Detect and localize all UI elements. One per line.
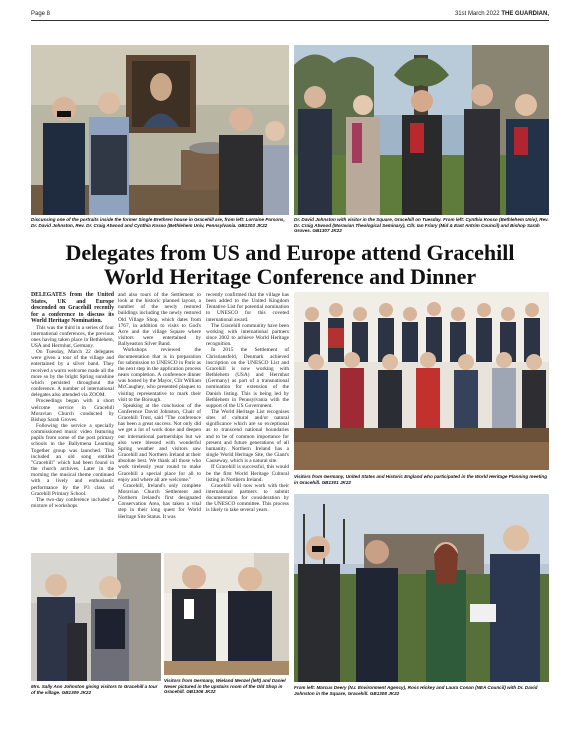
headline-line-1: Delegates from US and Europe attend Gracehill (65, 240, 515, 265)
article-paragraph: On Tuesday, March 22 delegates were given a tour of the village and entertained by a silver band. They received a warm welcome made all the more so by the bright Spring sunshine which persisted throughout the conference. A number of international delegates also attended via ZOOM. (31, 349, 114, 399)
caption-old-shop: Visitors from Germany, Wieland Menzel (left) and Daniel Neser pictured in the upstairs room of the Old Shop in Gracehill. GB1306 JK22 (164, 678, 286, 695)
photo-square-group (294, 494, 549, 682)
article-paragraph: Gracehill will now work with their international partners to submit documentation for consideration by the UNESCO committee. This process is likely to take several years. (206, 482, 289, 514)
article-column-1 (31, 292, 114, 550)
photo-portrait-room (31, 45, 289, 215)
article-paragraph: The Gracehill community have been working with international partners since 2002 to achieve World Heritage recognition. (206, 322, 289, 348)
page-number: Page 8 (31, 11, 51, 17)
caption-square-group: From left: Marcus Deery (N.I. Environment Agency), Ross Hickey and Laura Conan (NEA Council) with Dr. David Johnston in the Square, Gracehill. GB1308 JK22 (294, 685, 538, 696)
article-paragraph: The two-day conference included a mixture of workshops (31, 496, 114, 510)
caption-village-tour: Mrs. Sally Ann Johnston giving visitors to Gracehill a tour of the village. GB1309 JK22 (31, 684, 158, 695)
article-paragraph: Gracehill, Ireland's only complete Moravian Church Settlement and Northern Ireland's first designated Conservation Area, has taken a vital step in their long quest for World Heritage Site Status. It was (118, 482, 201, 520)
header-rule (31, 20, 549, 21)
article-paragraph: This was the third in a series of four international conferences, the previous ones having taken place in Bethlehem, USA and Herrnhut, Germany. (31, 324, 114, 349)
article-paragraph: and also tours of the Settlement to look at the historic planned layout, a number of the newly restored buildings including the newly restored Old Village Shop, which dates from 1767, in addition to visits to God's Acre and the village Square where visitors were entertained by Ballyeaston Silver Band. (118, 292, 201, 348)
article-paragraph: Following the service a specially commissioned music video featuring pupils from some of the post primary schools in the Ballymena Learning Together group was launched. This included an old song entitled "Gracehill" which had been found in the church archives. Later in the morning the musical theme continued with a lively and enthusiastic performance by the P3 class of Gracehill Primary School. (31, 423, 114, 497)
article-paragraph: The World Heritage List recognises sites of cultural and/or natural significance which are so exceptional as to transcend national boundaries and to be of common importance for present and future generations of all humanity. Northern Ireland has a single World Heritage Site, the Giant's Causeway, which is a natural site. (206, 408, 289, 465)
caption-group-delegates: Visitors from Germany, United States and Historic England who participated in the World Heritage Planning meeting in Gracehill. GB1301 JK22 (294, 474, 548, 485)
caption-portrait-room: Discussing one of the portraits inside the former Single Brethren house in Gracehill are, from left: Lorraine Parsons, Dr. David Johnston, Rev. Dr. Craig Atwood and Cynthia Kosso (Bethlehem Univ, Pennsylvania. GB1303 JK22 (31, 217, 285, 228)
article-column-3 (206, 292, 289, 546)
photo-group-delegates (294, 292, 549, 470)
photo-old-shop (164, 553, 289, 675)
article-paragraph: If Gracehill is successful, this would be the first World Heritage Cultural listing in Northern Ireland. (206, 464, 289, 483)
article-paragraph: Speaking at the conclusion of the Conference David Johnston, Chair of Gracehill Trust, said "The conference has been a great success. Not only did we get a lot of work done and deepen our international partnerships but we also were blessed with wonderful Spring weather and visitors saw Gracehill and Northern Ireland at their absolute best. We thank all those who work tirelessly year round to make Gracehill a special place for all to enjoy and where all are welcome." (118, 402, 201, 483)
article-paragraph: In 2015 the Settlement of Christiansfeld, Denmark achieved inscription on the UNESCO List and Gracehill is now working with Bethlehem (USA) and Herrnhut (Germany) as part of a transnational nomination for extension of the Danish listing. This is being led by Bethlehem in Pennsylvania with the support of the US Government. (206, 347, 289, 409)
article-paragraph: Proceedings began with a short welcome service in Gracehill Moravian Church conducted by Bishop Sarah Groves. (31, 398, 114, 423)
header-date: 31st March 2022 (454, 11, 500, 17)
article-paragraph: recently confirmed that the village has been added to the United Kingdom Tentative List for potential nomination to UNESCO for this coveted international award. (206, 292, 289, 323)
headline (31, 241, 549, 289)
header-date-masthead (455, 11, 549, 17)
article-lead: DELEGATES from the United States, UK and Europe descended on Gracehill recently for a conference to discuss its World Heritage Nomination. (31, 292, 114, 324)
caption-square-visitors: Dr. David Johnston with visitor in the Square, Gracehill on Tuesday. From left: Cynthia Kosso (Bethlehem Univ), Rev. Dr. Craig Atwood (Moravian Theological Seminary), Cllr. Ian Friary (Mid & East Antrim Council) and Bishop Sarah Groves. GB1307 JK22 (294, 217, 549, 234)
photo-village-tour (31, 553, 161, 681)
headline-line-2: World Heritage Conference and Dinner (103, 264, 477, 289)
article-paragraph: Workshops reviewed the documentation that is in preparation for submission to UNESCO in Paris as the next step in the application process nears completion. A conference dinner was hosted by the Mayor, Cllr William McCaughey, who presented plaques to visiting representative to mark their visit to the Borough. (118, 347, 201, 403)
masthead: THE GUARDIAN, (501, 11, 549, 17)
article-column-2 (118, 292, 201, 550)
photo-square-visitors (294, 45, 549, 215)
